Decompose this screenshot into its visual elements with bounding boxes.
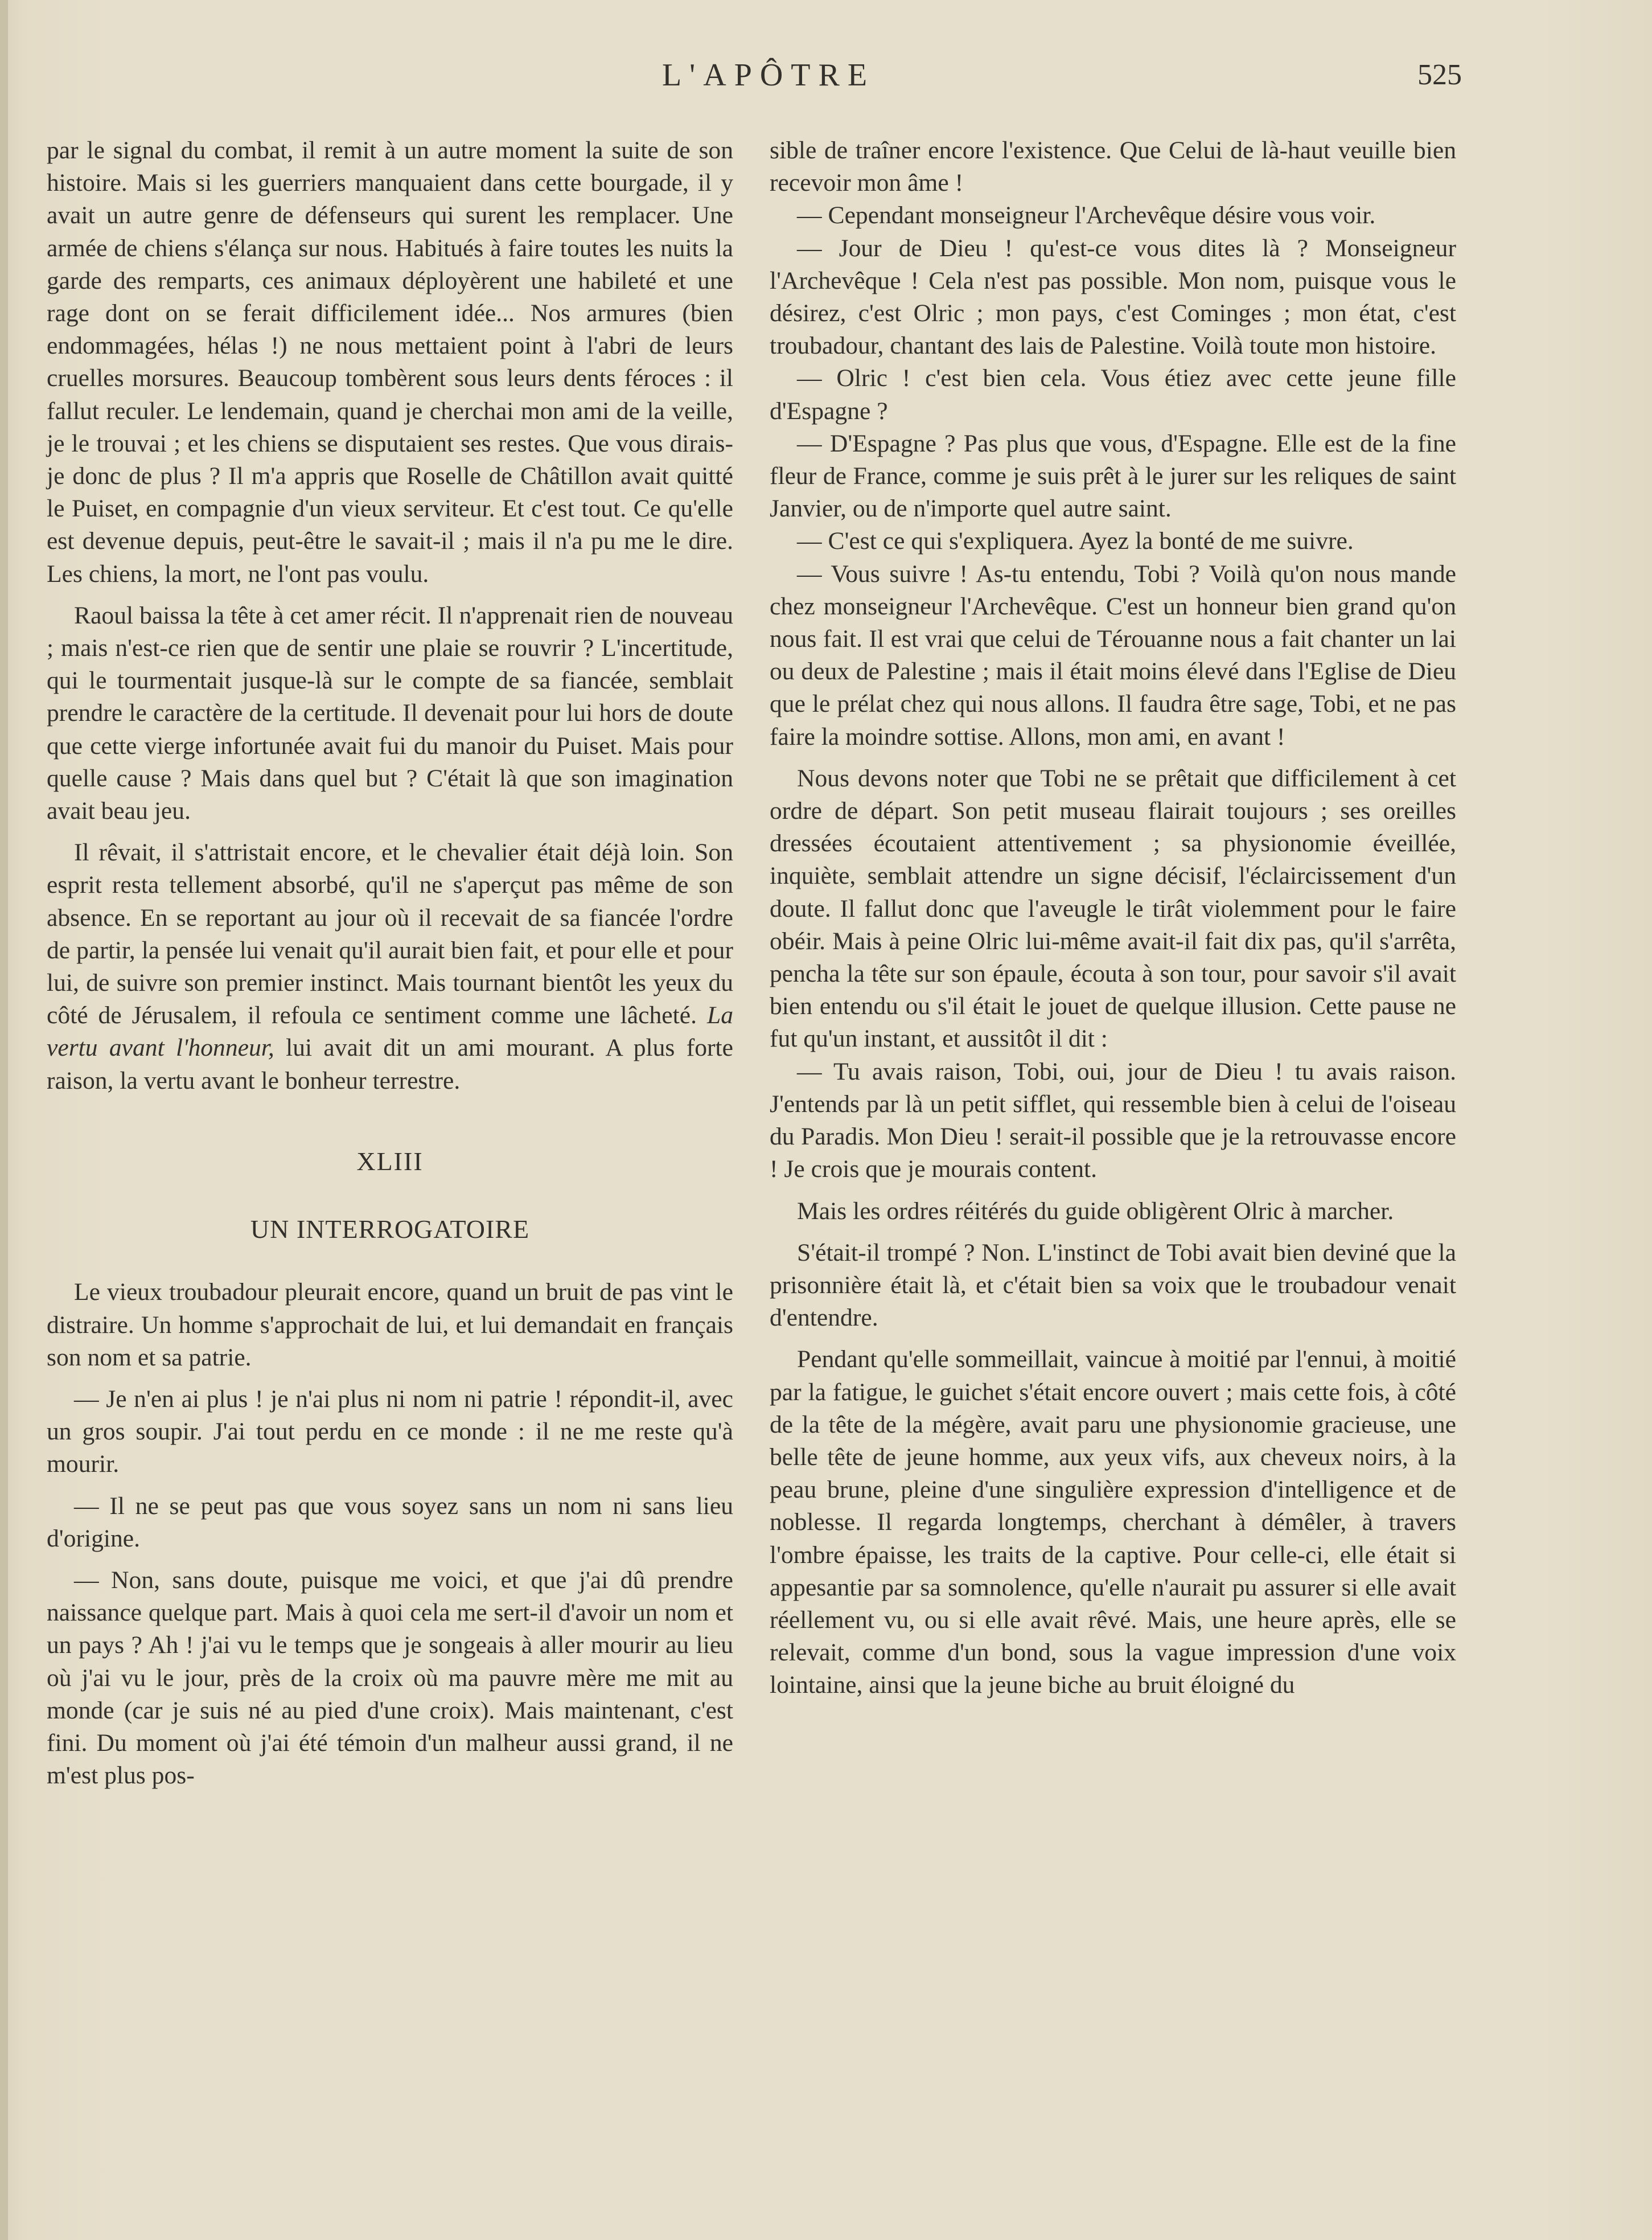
running-head bbox=[0, 57, 1652, 97]
paragraph: — Vous suivre ! As-tu entendu, Tobi ? Voilà qu'on nous mande chez monseigneur l'Archevêque. C'est un honneur bien grand qu'on nous fait. Il est vrai que celui de Térouanne nous a fait chanter un lai ou deux de Palestine ; mais il était moins élevé dans l'Eglise de Dieu que le prélat chez qui nous allons. Il faudra être sage, Tobi, et ne pas faire la moindre sottise. Allons, mon ami, en avant ! bbox=[770, 560, 1456, 750]
paragraph: S'était-il trompé ? Non. L'instinct de Tobi avait bien deviné que la prisonnière était là, et c'était bien sa voix que le troubadour venait d'entendre. bbox=[770, 1238, 1456, 1332]
paragraph: — Olric ! c'est bien cela. Vous étiez avec cette jeune fille d'Espagne ? bbox=[770, 364, 1456, 425]
paragraph bbox=[47, 836, 733, 1097]
paragraph: — Il ne se peut pas que vous soyez sans un nom ni sans lieu d'origine. bbox=[47, 1492, 733, 1552]
chapter-title: UN INTERROGATOIRE bbox=[250, 1215, 530, 1244]
paragraph: par le signal du combat, il remit à un autre moment la suite de son histoire. Mais si les guerriers manquaient dans cette bourgade, il y avait un autre genre de défenseurs qui surent les remplacer. Une armée de chiens s'élança sur nous. Habitués à faire toutes les nuits la garde des remparts, ces animaux déployèrent une habileté et une rage dont on se ferait difficilement idée... Nos armures (bien endommagées, hélas !) ne nous mettaient point à l'abri de leurs cruelles morsures. Beaucoup tombèrent sous leurs dents féroces : il fallut reculer. Le lendemain, quand je cherchai mon ami de la veille, je le trouvai ; et les chiens se disputaient ses restes. Que vous dirais-je donc de plus ? Il m'a appris que Roselle de Châtillon avait quitté le Puiset, en compagnie d'un vieux serviteur. Et c'est tout. Ce qu'elle est devenue depuis, peut-être le savait-il ; mais il n'a pu me le dire. Les chiens, la mort, ne l'ont pas voulu. bbox=[47, 137, 733, 588]
paragraph: Mais les ordres réitérés du guide obligèrent Olric à marcher. bbox=[797, 1197, 1394, 1225]
paragraph: — D'Espagne ? Pas plus que vous, d'Espagne. Elle est de la fine fleur de France, comme je suis prêt à le jurer sur les reliques de saint Janvier, ou de n'importe quel autre saint. bbox=[770, 429, 1456, 523]
paragraph-text: lui avait dit un ami mourant. A plus forte raison, la vertu avant le bonheur terrestre. bbox=[47, 1034, 733, 1094]
right-column bbox=[770, 134, 1456, 1702]
paragraph: — Jour de Dieu ! qu'est-ce vous dites là ? Monseigneur l'Archevêque ! Cela n'est pas possible. Mon nom, puisque vous le désirez, c'est Olric ; mon pays, c'est Cominges ; mon état, c'est troubadour, chantant des lais de Palestine. Voilà toute mon histoire. bbox=[770, 234, 1456, 360]
page-number: 525 bbox=[1417, 59, 1462, 91]
paragraph: Raoul baissa la tête à cet amer récit. Il n'apprenait rien de nouveau ; mais n'est-ce rien que de sentir une plaie se rouvrir ? L'incertitude, qui le tourmentait jusque-là sur le compte de sa fiancée, semblait prendre le caractère de la certitude. Il devenait pour lui hors de doute que cette vierge infortunée avait fui du manoir du Puiset. Mais pour quelle cause ? Mais dans quel but ? C'était là que son imagination avait beau jeu. bbox=[47, 601, 733, 825]
paragraph-text: Il rêvait, il s'attristait encore, et le chevalier était déjà loin. Son esprit resta tellement absorbé, qu'il ne s'aperçut pas même de son absence. En se reportant au jour où il recevait de sa fiancée l'ordre de partir, la pensée lui venait qu'il aurait bien fait, et pour elle et pour lui, de suivre son premier instinct. Mais tournant bientôt les yeux du côté de Jérusalem, il refoula ce sentiment comme une lâcheté. bbox=[47, 839, 733, 1029]
paragraph: — Tu avais raison, Tobi, oui, jour de Dieu ! tu avais raison. J'entends par là un petit sifflet, qui ressemble bien à celui de l'oiseau du Paradis. Mon Dieu ! serait-il possible que je la retrouvasse encore ! Je crois que je mourais content. bbox=[770, 1057, 1456, 1183]
running-title: L'APÔTRE bbox=[661, 58, 876, 93]
paragraph: Pendant qu'elle sommeillait, vaincue à moitié par l'ennui, à moitié par la fatigue, le guichet s'était encore ouvert ; mais cette fois, à côté de la tête de la mégère, avait paru une physionomie gracieuse, une belle tête de jeune homme, aux yeux vifs, aux cheveux noirs, à la peau brune, pleine d'une singulière expression d'intelligence et de noblesse. Il regarda longtemps, cherchant à démêler, à travers l'ombre épaisse, les traits de la captive. Pour celle-ci, elle était si appesantie par sa somnolence, qu'elle n'aurait pu assurer si elle avait réellement vu, ou si elle avait rêvé. Mais, une heure après, elle se relevait, comme d'un bond, sous la vague impression d'une voix lointaine, ainsi que la jeune biche au bruit éloigné du bbox=[770, 1345, 1456, 1699]
paragraph: Nous devons noter que Tobi ne se prêtait que difficilement à cet ordre de départ. Son petit museau flairait toujours ; ses oreilles dressées écoutaient attentivement ; sa physionomie éveillée, inquiète, semblait attendre un signe décisif, l'éclaircissement d'un doute. Il fallut donc que l'aveugle le tirât violemment pour le faire obéir. Mais à peine Olric lui-même avait-il fait dix pas, qu'il s'arrêta, pencha la tête sur son épaule, écouta à son tour, pour savoir s'il avait bien entendu ou s'il était le jouet de quelque illusion. Cette pause ne fut qu'un instant, et aussitôt il dit : bbox=[770, 764, 1456, 1053]
paragraph: — Non, sans doute, puisque me voici, et que j'ai dû prendre naissance quelque part. Mais à quoi cela me sert-il d'avoir un nom et un pays ? Ah ! j'ai vu le temps que je songeais à aller mourir au lieu où j'ai vu le jour, près de la croix où ma pauvre mère me mit au monde (car je suis né au pied d'une croix). Mais maintenant, c'est fini. Du moment où j'ai été témoin d'un malheur aussi grand, il ne m'est plus pos- bbox=[47, 1566, 733, 1790]
chapter-number: XLIII bbox=[356, 1146, 424, 1176]
paragraph: Le vieux troubadour pleurait encore, quand un bruit de pas vint le distraire. Un homme s'approchait de lui, et lui demandait en français son nom et sa patrie. bbox=[47, 1278, 733, 1371]
left-column bbox=[47, 134, 733, 1792]
paragraph: — Cependant monseigneur l'Archevêque désire vous voir. bbox=[797, 202, 1376, 229]
paragraph: — C'est ce qui s'expliquera. Ayez la bonté de me suivre. bbox=[797, 527, 1354, 555]
binding-edge bbox=[0, 0, 8, 2240]
italic-quote: La vertu avant l'honneur, bbox=[47, 1002, 733, 1062]
paragraph: sible de traîner encore l'existence. Que Celui de là-haut veuille bien recevoir mon âme ! bbox=[770, 137, 1456, 197]
paragraph: — Je n'en ai plus ! je n'ai plus ni nom ni patrie ! répondit-il, avec un gros soupir. J'ai tout perdu en ce monde : il ne me reste qu'à mourir. bbox=[47, 1385, 733, 1478]
